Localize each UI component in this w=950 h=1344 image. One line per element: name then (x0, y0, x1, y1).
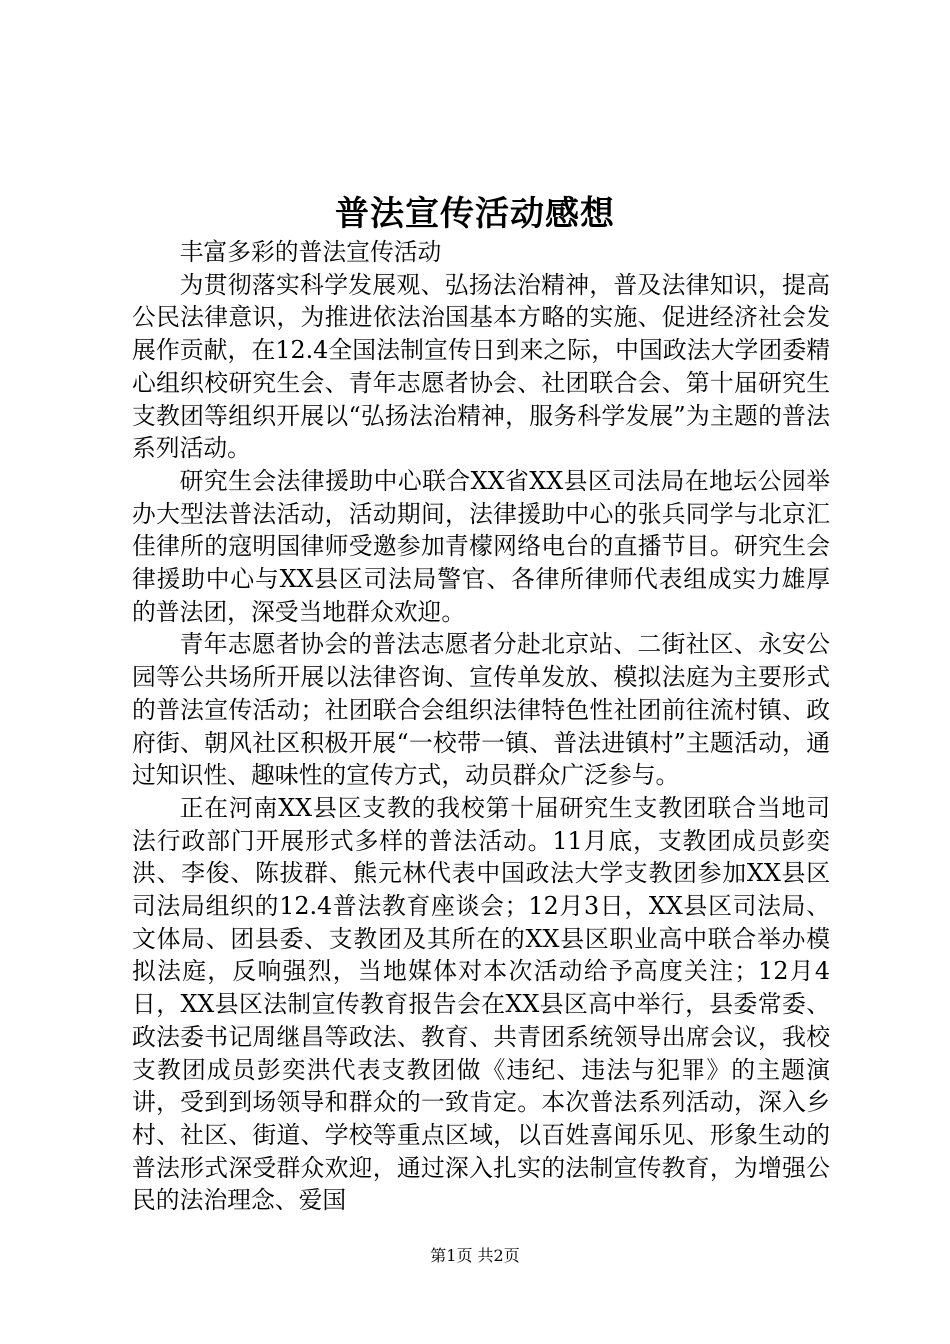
paragraph-subtitle: 丰富多彩的普法宣传活动 (179, 238, 442, 266)
document-title: 普法宣传活动感想 (335, 194, 615, 234)
paragraph-intro: 为贯彻落实科学发展观、弘扬法治精神，普及法律知识，提高公民法律意识，为推进依法治国基本方略的实施、促进经济社会发展作贡献，在12.4全国法制宣传日到来之际，中国政法大学团委精心组织校研究生会、青年志愿者协会、社团联合会、第十届研究生支教团等组织开展以“弘扬法治精神，服务科学发展”为主题的普法系列活动。 (132, 270, 830, 463)
page-number: 第1页 共2页 (430, 1246, 520, 1265)
paragraph-teaching-group: 正在河南XX县区支教的我校第十届研究生支教团联合当地司法行政部门开展形式多样的普法活动。11月底，支教团成员彭奕洪、李俊、陈拔群、熊元林代表中国政法大学支教团参加XX县区司法局组织的12.4普法教育座谈会；12月3日，XX县区司法局、文体局、团县委、支教团及其所在的XX县区职业高中联合举办模拟法庭，反响强烈，当地媒体对本次活动给予高度关注；12月4日，XX县区法制宣传教育报告会在XX县区高中举行，县委常委、政法委书记周继昌等政法、教育、共青团系统领导出席会议，我校支教团成员彭奕洪代表支教团做《违纪、违法与犯罪》的主题演讲，受到到场领导和群众的一致肯定。本次普法系列活动，深入乡村、社区、街道、学校等重点区域，以百姓喜闻乐见、形象生动的普法形式深受群众欢迎，通过深入扎实的法制宣传教育，为增强公民的法治理念、爱国 (132, 793, 830, 1215)
document-body (132, 236, 830, 1217)
paragraph-legal-aid: 研究生会法律援助中心联合XX省XX县区司法局在地坛公园举办大型法普法活动，活动期间，法律援助中心的张兵同学与北京汇佳律所的寇明国律师受邀参加青檬网络电台的直播节目。研究生会律援助中心与XX县区司法局警官、各律所律师代表组成实力雄厚的普法团，深受当地群众欢迎。 (132, 466, 830, 626)
paragraph-volunteers: 青年志愿者协会的普法志愿者分赴北京站、二街社区、永安公园等公共场所开展以法律咨询、宣传单发放、模拟法庭为主要形式的普法宣传活动；社团联合会组织法律特色性社团前往流村镇、政府街、朝风社区积极开展“一校带一镇、普法进镇村”主题活动，通过知识性、趣味性的宣传方式，动员群众广泛参与。 (132, 630, 830, 790)
